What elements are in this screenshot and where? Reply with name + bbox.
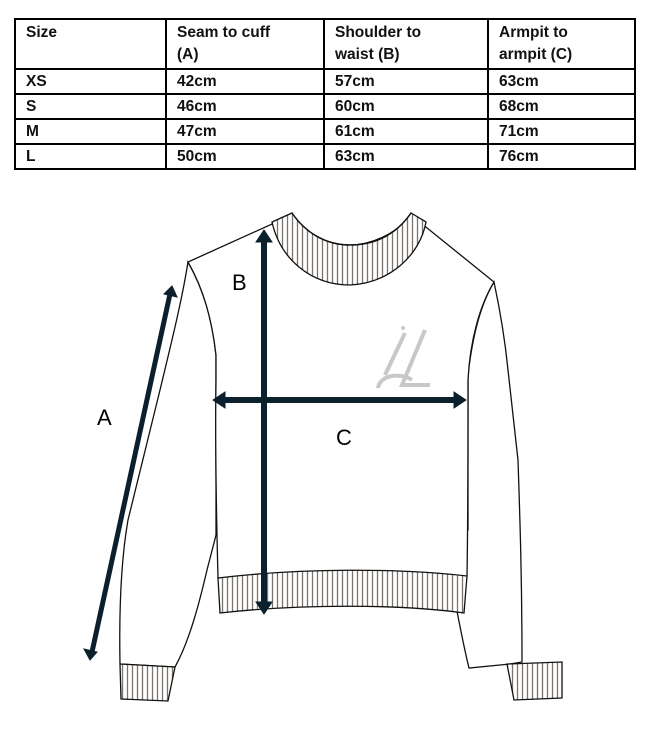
label-c: C [336, 425, 352, 450]
cell-armpit-to-armpit: 76cm [488, 144, 635, 169]
label-a: A [97, 405, 112, 430]
cell-seam-to-cuff: 46cm [166, 94, 324, 119]
cell-seam-to-cuff: 50cm [166, 144, 324, 169]
sweater-measurement-diagram [0, 195, 650, 742]
table-row [15, 144, 635, 169]
hem-rib [218, 570, 467, 613]
cell-size: L [15, 144, 166, 169]
cell-shoulder-to-waist: 63cm [324, 144, 488, 169]
header-shoulder-to-waist: Shoulder to waist (B) [324, 19, 488, 69]
cell-shoulder-to-waist: 61cm [324, 119, 488, 144]
cell-armpit-to-armpit: 71cm [488, 119, 635, 144]
cell-armpit-to-armpit: 63cm [488, 69, 635, 94]
table-row [15, 119, 635, 144]
table-row [15, 69, 635, 94]
header-armpit-to-armpit: Armpit to armpit (C) [488, 19, 635, 69]
header-size: Size [15, 19, 166, 69]
cell-seam-to-cuff: 42cm [166, 69, 324, 94]
cell-size: XS [15, 69, 166, 94]
cell-seam-to-cuff: 47cm [166, 119, 324, 144]
size-chart-table [14, 18, 636, 170]
table-header-row [15, 19, 635, 69]
cell-armpit-to-armpit: 68cm [488, 94, 635, 119]
cell-size: S [15, 94, 166, 119]
left-cuff [120, 664, 175, 701]
table-row [15, 94, 635, 119]
cell-shoulder-to-waist: 57cm [324, 69, 488, 94]
header-seam-to-cuff: Seam to cuff (A) [166, 19, 324, 69]
label-b: B [232, 270, 247, 295]
right-cuff [507, 662, 562, 700]
cell-size: M [15, 119, 166, 144]
sweater-illustration [0, 195, 650, 742]
cell-shoulder-to-waist: 60cm [324, 94, 488, 119]
